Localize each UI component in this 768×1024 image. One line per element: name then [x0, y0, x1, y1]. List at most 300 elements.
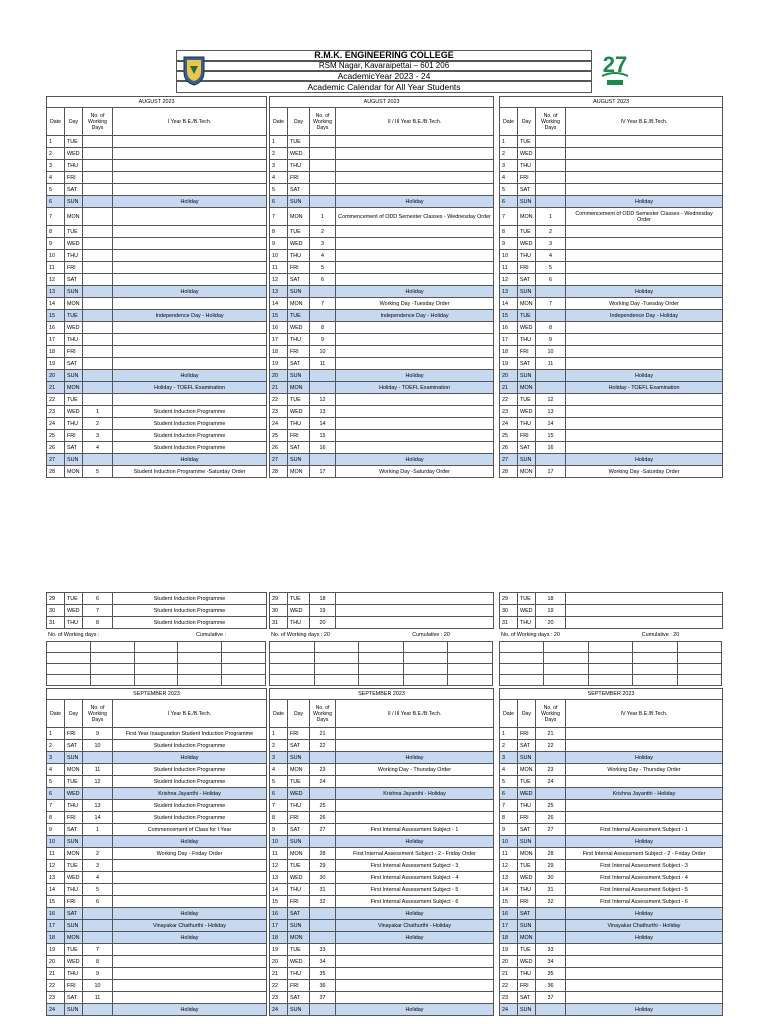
date-cell: 22	[500, 980, 518, 992]
date-cell: 13	[47, 872, 65, 884]
working-day-cell	[536, 172, 566, 184]
event-cell	[336, 617, 494, 629]
date-cell: 29	[270, 593, 288, 605]
working-day-cell: 14	[310, 418, 336, 430]
calendar-row	[47, 884, 267, 896]
working-day-cell: 2	[310, 226, 336, 238]
date-cell: 18	[47, 346, 65, 358]
day-cell: MON	[65, 466, 83, 478]
event-cell	[566, 394, 723, 406]
date-cell: 21	[47, 382, 65, 394]
working-day-cell: 24	[536, 776, 566, 788]
working-day-cell: 23	[310, 764, 336, 776]
day-cell: TUE	[65, 136, 83, 148]
calendar-row	[500, 238, 723, 250]
working-day-cell: 1	[536, 208, 566, 226]
calendar-row	[270, 992, 494, 1004]
calendar-row	[270, 812, 494, 824]
calendar-row	[270, 394, 494, 406]
working-day-cell: 36	[310, 980, 336, 992]
day-cell: TUE	[288, 860, 310, 872]
day-cell: THU	[65, 617, 83, 629]
date-cell: 15	[47, 310, 65, 322]
calendar-row	[270, 1004, 494, 1016]
event-cell	[566, 238, 723, 250]
day-cell: WED	[288, 238, 310, 250]
day-cell: TUE	[65, 593, 83, 605]
event-cell	[566, 728, 723, 740]
calendar-row	[47, 430, 267, 442]
date-cell: 16	[47, 908, 65, 920]
calendar-row	[47, 334, 267, 346]
event-cell	[566, 992, 723, 1004]
date-cell: 6	[270, 788, 288, 800]
calendar-row	[47, 992, 267, 1004]
calendar-row	[270, 172, 494, 184]
date-cell: 10	[47, 836, 65, 848]
calendar-row	[500, 920, 723, 932]
calendar-header	[46, 48, 722, 96]
event-cell: Holiday	[113, 908, 267, 920]
day-cell: SUN	[518, 836, 536, 848]
event-cell: First Internal Assessment Subject - 6	[336, 896, 494, 908]
event-cell	[113, 322, 267, 334]
date-cell: 14	[270, 298, 288, 310]
day-cell: WED	[65, 605, 83, 617]
working-day-cell: 31	[536, 884, 566, 896]
working-day-cell: 18	[536, 593, 566, 605]
date-cell: 14	[500, 884, 518, 896]
date-cell: 2	[47, 740, 65, 752]
calendar-row	[47, 956, 267, 968]
day-cell: TUE	[65, 226, 83, 238]
day-cell: SAT	[65, 184, 83, 196]
day-cell: MON	[518, 208, 536, 226]
calendar-row	[500, 322, 723, 334]
day-cell: WED	[65, 238, 83, 250]
date-cell: 7	[270, 208, 288, 226]
event-cell: First Internal Assessment Subject - 2 - Friday Order	[336, 848, 494, 860]
date-cell: 4	[500, 764, 518, 776]
working-day-cell: 9	[536, 334, 566, 346]
day-cell: SAT	[65, 740, 83, 752]
day-cell: TUE	[65, 944, 83, 956]
calendar-row	[500, 466, 723, 478]
day-cell: SUN	[65, 454, 83, 466]
calendar-row	[500, 310, 723, 322]
event-cell: Student Induction Programme	[113, 764, 267, 776]
working-day-cell: 10	[83, 980, 113, 992]
event-cell: Holiday	[113, 454, 267, 466]
day-cell: TUE	[518, 226, 536, 238]
working-day-cell: 28	[310, 848, 336, 860]
day-cell: SUN	[65, 370, 83, 382]
event-cell: Student Induction Programme	[113, 593, 267, 605]
event-cell	[566, 262, 723, 274]
working-day-cell	[83, 908, 113, 920]
date-cell: 9	[270, 238, 288, 250]
date-cell: 24	[47, 1004, 65, 1016]
day-cell: WED	[65, 322, 83, 334]
date-cell: 31	[47, 617, 65, 629]
day-cell: FRI	[65, 728, 83, 740]
date-cell: 15	[270, 310, 288, 322]
calendar-row	[500, 226, 723, 238]
working-day-cell: 11	[83, 992, 113, 1004]
working-day-cell: 37	[536, 992, 566, 1004]
calendar-row	[47, 370, 267, 382]
working-day-cell	[310, 184, 336, 196]
event-cell: Holiday	[336, 836, 494, 848]
calendar-row	[47, 418, 267, 430]
calendar-row	[270, 382, 494, 394]
calendar-row	[47, 184, 267, 196]
event-cell: Working Day -Tuesday Order	[566, 298, 723, 310]
day-cell: SAT	[65, 992, 83, 1004]
calendar-row	[47, 860, 267, 872]
day-cell: WED	[65, 406, 83, 418]
working-day-cell	[83, 160, 113, 172]
event-cell: First Internal Assessment Subject - 5	[336, 884, 494, 896]
date-cell: 14	[47, 298, 65, 310]
event-cell: Holiday	[566, 454, 723, 466]
event-cell	[566, 430, 723, 442]
date-cell: 17	[47, 920, 65, 932]
calendar-row	[500, 1004, 723, 1016]
date-cell: 12	[270, 274, 288, 286]
day-cell: SAT	[65, 358, 83, 370]
date-cell: 23	[270, 992, 288, 1004]
date-cell: 23	[47, 406, 65, 418]
date-cell: 1	[500, 728, 518, 740]
working-day-cell: 13	[83, 800, 113, 812]
day-cell: FRI	[65, 430, 83, 442]
working-day-cell	[310, 286, 336, 298]
date-cell: 20	[500, 956, 518, 968]
calendar-row	[500, 346, 723, 358]
day-cell: THU	[288, 968, 310, 980]
working-day-cell	[536, 752, 566, 764]
event-cell	[566, 322, 723, 334]
calendar-row	[500, 908, 723, 920]
day-cell: SAT	[518, 740, 536, 752]
calendar-row	[500, 800, 723, 812]
calendar-row	[500, 370, 723, 382]
date-cell: 19	[47, 358, 65, 370]
event-cell	[113, 250, 267, 262]
date-cell: 20	[270, 370, 288, 382]
date-cell: 16	[270, 322, 288, 334]
working-day-cell: 1	[83, 824, 113, 836]
working-day-cell	[83, 788, 113, 800]
event-cell	[566, 944, 723, 956]
calendar-row	[47, 298, 267, 310]
event-cell	[113, 148, 267, 160]
event-cell: Student Induction Programme	[113, 605, 267, 617]
working-day-cell	[83, 346, 113, 358]
calendar-row	[500, 944, 723, 956]
working-day-cell: 4	[310, 250, 336, 262]
working-day-cell: 5	[83, 466, 113, 478]
date-cell: 31	[270, 617, 288, 629]
event-cell	[336, 346, 494, 358]
day-cell: THU	[518, 250, 536, 262]
date-cell: 9	[47, 824, 65, 836]
date-cell: 19	[500, 944, 518, 956]
day-cell: FRI	[288, 262, 310, 274]
day-cell: FRI	[288, 980, 310, 992]
date-cell: 1	[270, 728, 288, 740]
day-cell: TUE	[65, 776, 83, 788]
day-cell: THU	[518, 884, 536, 896]
event-cell: First Internal Assessment Subject - 3	[566, 860, 723, 872]
date-cell: 20	[47, 956, 65, 968]
date-cell: 4	[270, 764, 288, 776]
event-cell	[566, 980, 723, 992]
calendar-row	[270, 370, 494, 382]
date-cell: 3	[500, 160, 518, 172]
date-cell: 4	[270, 172, 288, 184]
date-cell: 5	[47, 776, 65, 788]
date-cell: 9	[47, 238, 65, 250]
day-cell: MON	[65, 382, 83, 394]
day-cell: TUE	[288, 944, 310, 956]
day-cell: MON	[65, 208, 83, 226]
calendar-row	[500, 788, 723, 800]
day-cell: SUN	[518, 454, 536, 466]
event-cell	[566, 800, 723, 812]
calendar-row	[500, 992, 723, 1004]
event-cell: Working Day - Friday Order	[113, 848, 267, 860]
working-day-cell: 4	[83, 872, 113, 884]
working-day-cell: 16	[310, 442, 336, 454]
calendar-row	[270, 824, 494, 836]
date-cell: 25	[47, 430, 65, 442]
day-cell: SUN	[65, 836, 83, 848]
working-day-cell: 7	[83, 944, 113, 956]
day-cell: WED	[288, 605, 310, 617]
calendar-row	[500, 848, 723, 860]
calendar-row	[500, 262, 723, 274]
day-cell: MON	[518, 466, 536, 478]
day-cell: THU	[288, 160, 310, 172]
working-day-cell	[310, 1004, 336, 1016]
day-cell: FRI	[518, 896, 536, 908]
calendar-row	[47, 740, 267, 752]
event-cell: Student Induction Programme	[113, 442, 267, 454]
working-day-cell	[83, 196, 113, 208]
calendar-row	[270, 418, 494, 430]
date-cell: 17	[500, 920, 518, 932]
date-cell: 31	[500, 617, 518, 629]
calendar-row	[47, 196, 267, 208]
working-day-cell: 11	[83, 764, 113, 776]
event-cell	[113, 226, 267, 238]
working-day-cell: 2	[83, 848, 113, 860]
event-cell	[566, 956, 723, 968]
day-cell: MON	[65, 848, 83, 860]
working-day-cell: 9	[310, 334, 336, 346]
event-cell: Holiday	[566, 1004, 723, 1016]
calendar-row	[270, 208, 494, 226]
event-cell	[113, 184, 267, 196]
event-cell: Commencement of Class for I Year	[113, 824, 267, 836]
day-cell: WED	[518, 872, 536, 884]
event-cell	[113, 944, 267, 956]
calendar-row	[47, 728, 267, 740]
working-day-cell	[83, 238, 113, 250]
day-cell: SAT	[518, 358, 536, 370]
date-cell: 5	[500, 184, 518, 196]
day-cell: FRI	[288, 346, 310, 358]
event-cell	[113, 980, 267, 992]
calendar-row	[500, 872, 723, 884]
working-day-cell: 3	[536, 238, 566, 250]
working-day-cell: 34	[536, 956, 566, 968]
calendar-row	[500, 196, 723, 208]
working-day-cell: 25	[310, 800, 336, 812]
day-cell: THU	[65, 800, 83, 812]
calendar-row	[47, 800, 267, 812]
working-day-cell: 35	[536, 968, 566, 980]
event-cell	[336, 226, 494, 238]
event-cell: Vinayakar Chathurthi - Holiday	[336, 920, 494, 932]
day-cell: SUN	[65, 286, 83, 298]
day-cell: THU	[65, 884, 83, 896]
event-cell: Holiday	[113, 836, 267, 848]
date-cell: 3	[270, 752, 288, 764]
working-day-cell	[83, 932, 113, 944]
calendar-row	[270, 980, 494, 992]
day-cell: TUE	[288, 136, 310, 148]
event-cell: Holiday	[336, 286, 494, 298]
working-day-cell	[83, 370, 113, 382]
day-cell: SAT	[288, 184, 310, 196]
event-cell	[336, 148, 494, 160]
calendar-row	[500, 394, 723, 406]
event-cell: Holiday	[336, 196, 494, 208]
event-cell: Commencement of ODD Semester Classes - Wednesday Order	[336, 208, 494, 226]
calendar-row	[500, 148, 723, 160]
event-cell: Holiday - TOEFL Examination	[336, 382, 494, 394]
day-cell: THU	[288, 418, 310, 430]
date-cell: 11	[270, 848, 288, 860]
event-cell: First Internal Assessment Subject - 2 - Friday Order	[566, 848, 723, 860]
event-cell	[566, 968, 723, 980]
date-cell: 6	[500, 788, 518, 800]
event-cell	[336, 238, 494, 250]
event-cell	[336, 812, 494, 824]
day-cell: FRI	[65, 346, 83, 358]
day-cell: SAT	[65, 908, 83, 920]
calendar-row	[47, 812, 267, 824]
day-cell: MON	[288, 764, 310, 776]
day-cell: MON	[288, 932, 310, 944]
day-cell: MON	[288, 382, 310, 394]
day-cell: FRI	[518, 980, 536, 992]
day-cell: TUE	[65, 310, 83, 322]
day-cell: MON	[288, 466, 310, 478]
working-day-cell: 10	[310, 346, 336, 358]
calendar-row	[500, 334, 723, 346]
date-cell: 24	[500, 1004, 518, 1016]
event-cell: Vinayakar Chathurthi - Holiday	[566, 920, 723, 932]
event-cell: Working Day - Thursday Order	[336, 764, 494, 776]
calendar-row	[270, 896, 494, 908]
academic-year: AcademicYear 2023 - 24	[176, 71, 592, 81]
working-day-cell: 35	[310, 968, 336, 980]
day-cell: MON	[65, 764, 83, 776]
event-cell	[113, 860, 267, 872]
event-cell	[113, 956, 267, 968]
event-cell	[113, 992, 267, 1004]
date-cell: 12	[47, 274, 65, 286]
working-day-cell	[83, 920, 113, 932]
working-day-cell: 19	[310, 605, 336, 617]
working-day-cell: 33	[310, 944, 336, 956]
working-day-cell	[83, 382, 113, 394]
date-cell: 11	[47, 262, 65, 274]
date-cell: 22	[47, 980, 65, 992]
date-cell: 15	[47, 896, 65, 908]
calendar-row	[270, 322, 494, 334]
day-cell: THU	[65, 418, 83, 430]
working-day-cell: 5	[310, 262, 336, 274]
date-cell: 30	[500, 605, 518, 617]
day-cell: WED	[518, 956, 536, 968]
calendar-row	[270, 160, 494, 172]
day-cell: THU	[65, 334, 83, 346]
day-cell: TUE	[518, 944, 536, 956]
date-cell: 7	[47, 208, 65, 226]
working-day-cell: 22	[310, 740, 336, 752]
date-cell: 4	[47, 172, 65, 184]
calendar-row	[47, 593, 267, 605]
sep-y23-block: SEPTEMBER 2023 Date Day No. of Working Days II / III Year B.E./B.Tech. 1 FRI 21 2 SAT 22 3 SUN Holiday 4 MON 23 Working Day - Thursday Order 5 TUE 24 6 WED Krishna Jayanthi - Holiday 7 THU 25 8 FRI 26 9 SAT 27 First Internal Assessment Subject - 1 10 SUN Holiday 11 MON 28 First Internal Assessment Subject - 2 - Friday Order 12 TUE 29 First Internal Assessment Subject - 3 13 WED 30 First Internal Assessment Subject - 4 14 THU 31 First Internal Assessment Subject - 5 15 FRI 32 First Internal Assessment Subject - 6 16 SAT Holiday 17 SUN Vinayakar Chathurthi - Holiday 18 MON Holiday 19 TUE 33 20 WED 34 21 THU 35 22 FRI 36 23 SAT 37 24 SUN Holiday	[269, 688, 494, 1016]
working-day-cell: 9	[83, 728, 113, 740]
working-day-cell: 17	[536, 466, 566, 478]
event-cell	[336, 968, 494, 980]
date-cell: 10	[500, 836, 518, 848]
calendar-title: Academic Calendar for All Year Students	[176, 81, 592, 93]
working-day-cell: 30	[536, 872, 566, 884]
date-cell: 3	[47, 160, 65, 172]
date-cell: 17	[47, 334, 65, 346]
day-cell: WED	[288, 406, 310, 418]
event-cell: Student Induction Programme	[113, 812, 267, 824]
event-cell: Holiday	[566, 286, 723, 298]
calendar-row	[270, 466, 494, 478]
day-cell: TUE	[288, 593, 310, 605]
date-cell: 10	[47, 250, 65, 262]
day-cell: TUE	[65, 394, 83, 406]
calendar-row	[47, 442, 267, 454]
event-cell	[113, 394, 267, 406]
day-cell: SUN	[288, 752, 310, 764]
event-cell	[336, 776, 494, 788]
date-cell: 11	[500, 262, 518, 274]
calendar-row	[270, 442, 494, 454]
working-day-cell: 8	[83, 956, 113, 968]
calendar-row	[500, 418, 723, 430]
date-cell: 20	[47, 370, 65, 382]
date-cell: 23	[47, 992, 65, 1004]
working-day-cell: 12	[310, 394, 336, 406]
working-day-cell	[536, 370, 566, 382]
day-cell: THU	[518, 418, 536, 430]
month-label: AUGUST 2023	[500, 97, 723, 108]
event-cell	[113, 896, 267, 908]
